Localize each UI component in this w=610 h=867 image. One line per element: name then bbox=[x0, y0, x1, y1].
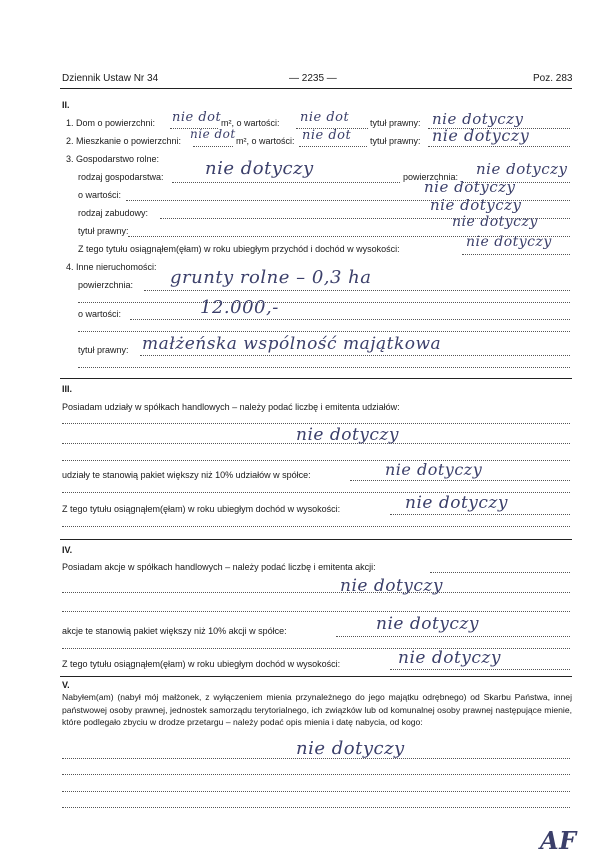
farm-title-value[interactable]: nie dotyczy bbox=[452, 214, 538, 230]
other-property-number: 4. bbox=[66, 262, 74, 272]
other-value-value[interactable]: 12.000,- bbox=[200, 297, 279, 318]
page-number: — 2235 — bbox=[289, 73, 337, 84]
farm-kind-value[interactable]: nie dotyczy bbox=[205, 158, 314, 179]
stocks-income-question: Z tego tytułu osiągnąłem(ęłam) w roku ubiegłym dochód w wysokości: bbox=[62, 659, 341, 669]
flat-area-label: Mieszkanie o powierzchni: bbox=[76, 136, 182, 146]
acquisition-question: Nabyłem(am) (nabył mój małżonek, z wyłączeniem mienia przynależnego do jego majątku odrębnego) od Skarbu Państwa, innej państwowej osoby prawnej, jednostek samorządu terytorialnego, ich związków lub od komunalnej osoby prawnej następujące mienie, które podlegało zbyciu w drodze przetargu – należy podać opis mienia i datę nabycia, od kogo: bbox=[62, 692, 572, 727]
acquisition-answer[interactable]: nie dotyczy bbox=[296, 738, 405, 759]
house-area-value[interactable]: nie dot bbox=[172, 110, 222, 125]
farm-buildings-value[interactable]: nie dotyczy bbox=[430, 196, 522, 214]
house-area-label: Dom o powierzchni: bbox=[76, 118, 156, 128]
other-title-label: tytuł prawny: bbox=[78, 345, 129, 355]
shares-package-answer[interactable]: nie dotyczy bbox=[385, 460, 483, 479]
farm-buildings-label: rodzaj zabudowy: bbox=[78, 208, 149, 218]
section-v-title: V. bbox=[62, 680, 70, 690]
house-number: 1. bbox=[66, 118, 74, 128]
other-value-label: o wartości: bbox=[78, 309, 122, 319]
other-area-value[interactable]: grunty rolne – 0,3 ha bbox=[170, 267, 372, 288]
farm-value-label: o wartości: bbox=[78, 190, 122, 200]
section-iv-rule bbox=[60, 676, 572, 677]
farm-income-label: Z tego tytułu osiągnąłem(ęłam) w roku ubiegłym przychód i dochód w wysokości: bbox=[78, 244, 400, 254]
header-rule bbox=[60, 88, 572, 89]
farm-area-value[interactable]: nie dotyczy bbox=[476, 160, 568, 178]
flat-value-label: m², o wartości: bbox=[236, 136, 295, 146]
flat-number: 2. bbox=[66, 136, 74, 146]
stocks-package-question: akcje te stanowią pakiet większy niż 10% akcji w spółce: bbox=[62, 626, 287, 636]
shares-income-answer[interactable]: nie dotyczy bbox=[405, 493, 508, 513]
farm-area-label: powierzchnia: bbox=[403, 172, 459, 182]
flat-value-value[interactable]: nie dot bbox=[302, 128, 352, 143]
section-iii-rule bbox=[60, 539, 572, 540]
farm-title-label: tytuł prawny: bbox=[78, 226, 129, 236]
house-value-value[interactable]: nie dot bbox=[300, 110, 350, 125]
other-title-value[interactable]: małżeńska wspólność majątkowa bbox=[142, 334, 442, 354]
section-iii-title: III. bbox=[62, 384, 73, 394]
stocks-question: Posiadam akcje w spółkach handlowych – należy podać liczbę i emitenta akcji: bbox=[62, 562, 376, 572]
house-title-value[interactable]: nie dotyczy bbox=[432, 110, 524, 128]
other-area-label: powierzchnia: bbox=[78, 280, 134, 290]
shares-question: Posiadam udziały w spółkach handlowych – należy podać liczbę i emitenta udziałów: bbox=[62, 402, 400, 412]
section-ii-title: II. bbox=[62, 100, 70, 110]
flat-title-label: tytuł prawny: bbox=[370, 136, 421, 146]
other-property-label: Inne nieruchomości: bbox=[76, 262, 157, 272]
farm-kind-label: rodzaj gospodarstwa: bbox=[78, 172, 164, 182]
farm-label: Gospodarstwo rolne: bbox=[76, 154, 160, 164]
farm-number: 3. bbox=[66, 154, 74, 164]
signature: AF bbox=[540, 826, 577, 855]
section-iv-title: IV. bbox=[62, 545, 73, 555]
section-ii-rule bbox=[60, 378, 572, 379]
shares-income-question: Z tego tytułu osiągnąłem(ęłam) w roku ubiegłym dochód w wysokości: bbox=[62, 504, 341, 514]
house-value-label: m², o wartości: bbox=[221, 118, 280, 128]
stocks-income-answer[interactable]: nie dotyczy bbox=[398, 648, 501, 668]
stocks-package-answer[interactable]: nie dotyczy bbox=[376, 614, 479, 634]
flat-title-value[interactable]: nie dotyczy bbox=[432, 126, 530, 145]
shares-answer[interactable]: nie dotyczy bbox=[296, 425, 399, 445]
stocks-answer[interactable]: nie dotyczy bbox=[340, 576, 443, 596]
journal-name: Dziennik Ustaw Nr 34 bbox=[62, 73, 159, 84]
position-number: Poz. 283 bbox=[533, 73, 573, 84]
house-title-label: tytuł prawny: bbox=[370, 118, 421, 128]
shares-package-question: udziały te stanowią pakiet większy niż 10% udziałów w spółce: bbox=[62, 470, 311, 480]
farm-income-value[interactable]: nie dotyczy bbox=[466, 234, 552, 250]
flat-area-value[interactable]: nie dot bbox=[190, 127, 236, 141]
farm-value-value[interactable]: nie dotyczy bbox=[424, 178, 516, 196]
